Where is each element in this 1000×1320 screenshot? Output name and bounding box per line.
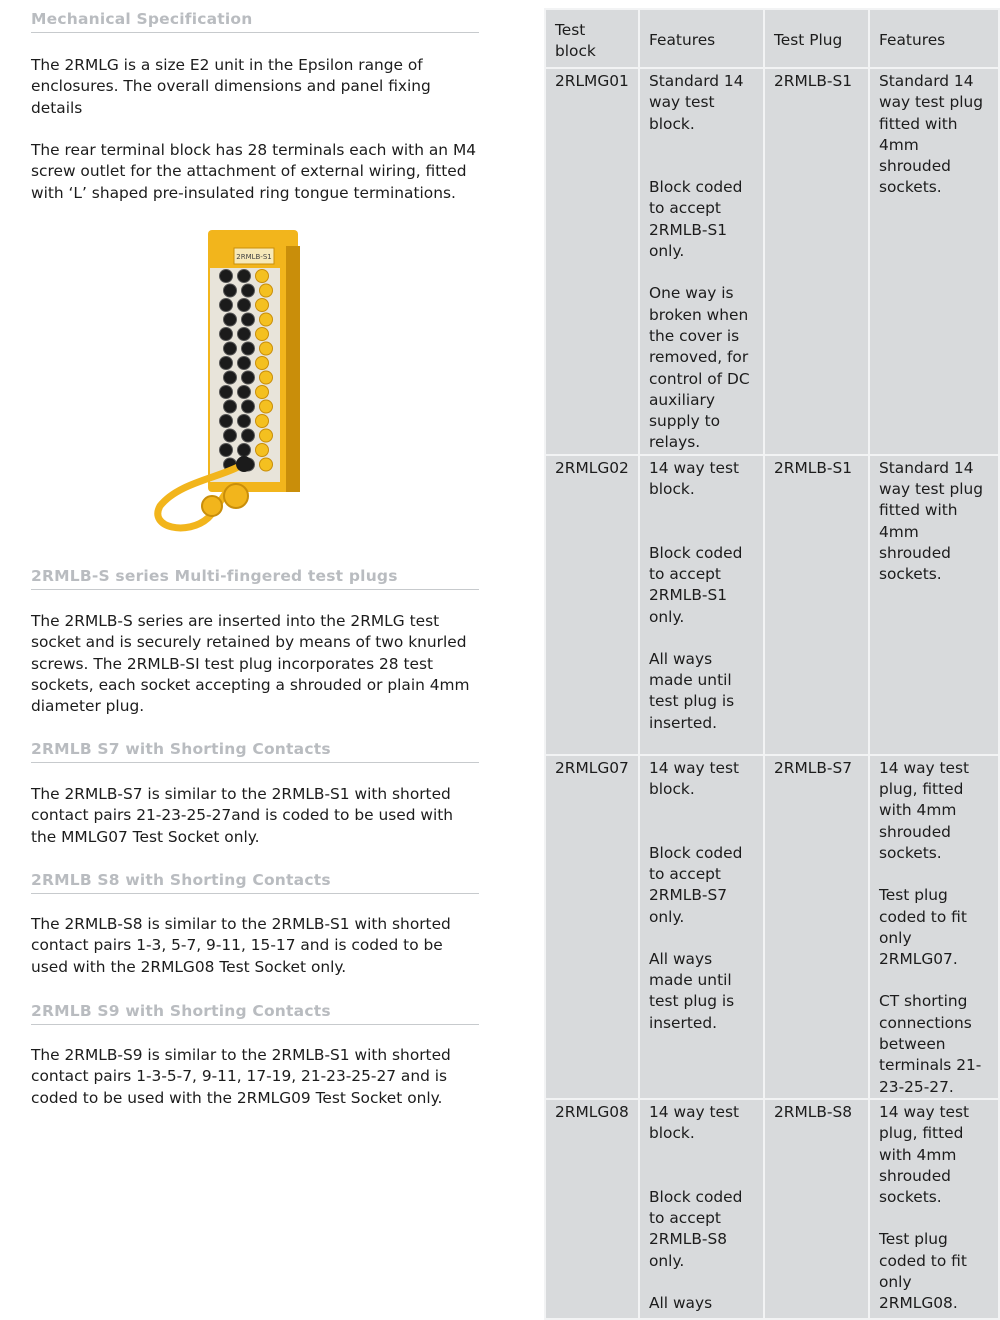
feature-text: One way is broken when the cover is removed, for control of DC auxiliary supply to relays. bbox=[649, 284, 750, 452]
table-row bbox=[545, 455, 999, 755]
socket-mark bbox=[260, 342, 273, 355]
paragraph-s7: The 2RMLB-S7 is similar to the 2RMLB-S1 with shorted contact pairs 21-23-25-27and is coded to be used with the MMLG07 Test Socket only. bbox=[31, 785, 454, 846]
paragraph-test-plugs: The 2RMLB-S series are inserted into the 2RMLG test socket and is securely retained by means of two knurled screws. The 2RMLB-SI test plug incorporates 28 test sockets, each socket accepting a shrouded or plain 4mm diameter plug. bbox=[31, 612, 470, 716]
cell-block-features bbox=[639, 68, 764, 455]
socket-mark bbox=[238, 386, 251, 399]
socket-mark bbox=[238, 270, 251, 283]
socket-mark bbox=[220, 357, 233, 370]
product-label: 2RMLB-S1 bbox=[236, 253, 272, 261]
cell-test-plug: 2RMLB-S7 bbox=[764, 755, 869, 1099]
socket-mark bbox=[260, 313, 273, 326]
section-heading-mechanical: Mechanical Specification bbox=[31, 9, 479, 33]
feature-text: Test plug coded to fit only 2RMLG08. bbox=[879, 1230, 967, 1313]
socket-mark bbox=[242, 313, 255, 326]
feature-text: 14 way test block. bbox=[649, 1102, 740, 1143]
paragraph-s9: The 2RMLB-S9 is similar to the 2RMLB-S1 with shorted contact pairs 1-3-5-7, 9-11, 17-19, 21-23-25-27 and is coded to be used with the 2RMLG09 Test Socket only. bbox=[31, 1046, 451, 1107]
paragraph-terminal-block: The rear terminal block has 28 terminals each with an M4 screw outlet for the attachment of external wiring, fitted with ‘L’ shaped pre-insulated ring tongue terminations. bbox=[31, 141, 477, 202]
socket-mark bbox=[260, 371, 273, 384]
section-heading-s7: 2RMLB S7 with Shorting Contacts bbox=[31, 739, 479, 763]
cell-plug-features bbox=[869, 68, 999, 455]
socket-mark bbox=[224, 429, 237, 442]
socket-mark bbox=[238, 299, 251, 312]
socket-mark bbox=[256, 357, 269, 370]
socket-mark bbox=[238, 415, 251, 428]
section-heading-s8: 2RMLB S8 with Shorting Contacts bbox=[31, 870, 479, 894]
socket-mark bbox=[256, 415, 269, 428]
socket-mark bbox=[256, 386, 269, 399]
cell-plug-features bbox=[869, 455, 999, 755]
cell-test-block: 2RMLG02 bbox=[545, 455, 639, 755]
socket-mark bbox=[260, 458, 273, 471]
socket-mark bbox=[260, 284, 273, 297]
cell-test-block: 2RMLG07 bbox=[545, 755, 639, 1099]
socket-mark bbox=[220, 415, 233, 428]
socket-mark bbox=[220, 299, 233, 312]
feature-text: Block coded to accept 2RMLB-S1 only. bbox=[649, 543, 743, 626]
feature-text: Block coded to accept 2RMLB-S1 only. bbox=[649, 178, 743, 261]
feature-text: Standard 14 way test block. bbox=[649, 72, 744, 133]
header-test-plug: Test Plug bbox=[764, 9, 869, 68]
feature-text: All ways made until test plug is inserted. bbox=[649, 649, 735, 732]
cell-test-block: 2RLMG01 bbox=[545, 68, 639, 455]
socket-mark bbox=[224, 342, 237, 355]
cell-test-block: 2RMLG08 bbox=[545, 1099, 639, 1319]
feature-text: Block coded to accept 2RMLB-S8 only. bbox=[649, 1187, 743, 1270]
socket-mark bbox=[256, 444, 269, 457]
cell-plug-features bbox=[869, 1099, 999, 1319]
socket-mark bbox=[242, 400, 255, 413]
cell-test-plug: 2RMLB-S1 bbox=[764, 455, 869, 755]
socket-mark bbox=[242, 342, 255, 355]
section-heading-test-plugs: 2RMLB-S series Multi-fingered test plugs bbox=[31, 566, 479, 590]
socket-mark bbox=[224, 313, 237, 326]
socket-mark bbox=[238, 328, 251, 341]
feature-text: 14 way test block. bbox=[649, 758, 740, 799]
header-plug-features: Features bbox=[869, 9, 999, 68]
feature-text: 14 way test plug, fitted with 4mm shrouded sockets. bbox=[879, 758, 970, 862]
feature-text: All ways made until test plug is inserted. bbox=[649, 949, 735, 1032]
feature-text: 14 way test block. bbox=[649, 458, 740, 499]
feature-text: Block coded to accept 2RMLB-S7 only. bbox=[649, 843, 743, 926]
paragraph-overview: The 2RMLG is a size E2 unit in the Epsilon range of enclosures. The overall dimensions and panel fixing details bbox=[31, 56, 431, 117]
socket-mark bbox=[242, 284, 255, 297]
feature-text: Test plug coded to fit only 2RMLG07. bbox=[879, 886, 967, 969]
socket-mark bbox=[242, 371, 255, 384]
cell-test-plug: 2RMLB-S8 bbox=[764, 1099, 869, 1319]
cell-plug-features bbox=[869, 755, 999, 1099]
socket-mark bbox=[242, 429, 255, 442]
socket-mark bbox=[220, 328, 233, 341]
cell-block-features bbox=[639, 1099, 764, 1319]
header-block-features: Features bbox=[639, 9, 764, 68]
socket-mark bbox=[260, 429, 273, 442]
socket-mark bbox=[256, 270, 269, 283]
socket-mark bbox=[260, 400, 273, 413]
feature-text: Standard 14 way test plug fitted with 4mm shrouded sockets. bbox=[879, 72, 984, 197]
cell-block-features bbox=[639, 455, 764, 755]
table-header-row bbox=[545, 9, 999, 68]
socket-mark bbox=[224, 371, 237, 384]
paragraph-s8: The 2RMLB-S8 is similar to the 2RMLB-S1 with shorted contact pairs 1-3, 5-7, 9-11, 15-17 and is coded to be used with the 2RMLG08 Test Socket only. bbox=[31, 915, 451, 976]
socket-mark bbox=[238, 444, 251, 457]
table-row bbox=[545, 68, 999, 455]
socket-mark bbox=[256, 328, 269, 341]
product-image bbox=[148, 228, 313, 540]
feature-text: CT shorting connections between terminals 21-23-25-27. bbox=[879, 992, 982, 1096]
socket-mark bbox=[220, 386, 233, 399]
socket-mark bbox=[220, 444, 233, 457]
feature-text: All ways bbox=[649, 1293, 713, 1312]
feature-text: 14 way test plug, fitted with 4mm shrouded sockets. bbox=[879, 1102, 970, 1207]
socket-mark bbox=[224, 284, 237, 297]
section-heading-s9: 2RMLB S9 with Shorting Contacts bbox=[31, 1001, 479, 1025]
cell-test-plug: 2RMLB-S1 bbox=[764, 68, 869, 455]
test-block-table bbox=[544, 8, 1000, 1320]
table-row bbox=[545, 755, 999, 1099]
header-test-block: Test block bbox=[545, 9, 639, 68]
socket-mark bbox=[220, 270, 233, 283]
socket-mark bbox=[238, 357, 251, 370]
socket-mark bbox=[224, 400, 237, 413]
socket-mark bbox=[256, 299, 269, 312]
cell-block-features bbox=[639, 755, 764, 1099]
feature-text: Standard 14 way test plug fitted with 4mm shrouded sockets. bbox=[879, 458, 984, 584]
table-row bbox=[545, 1099, 999, 1319]
